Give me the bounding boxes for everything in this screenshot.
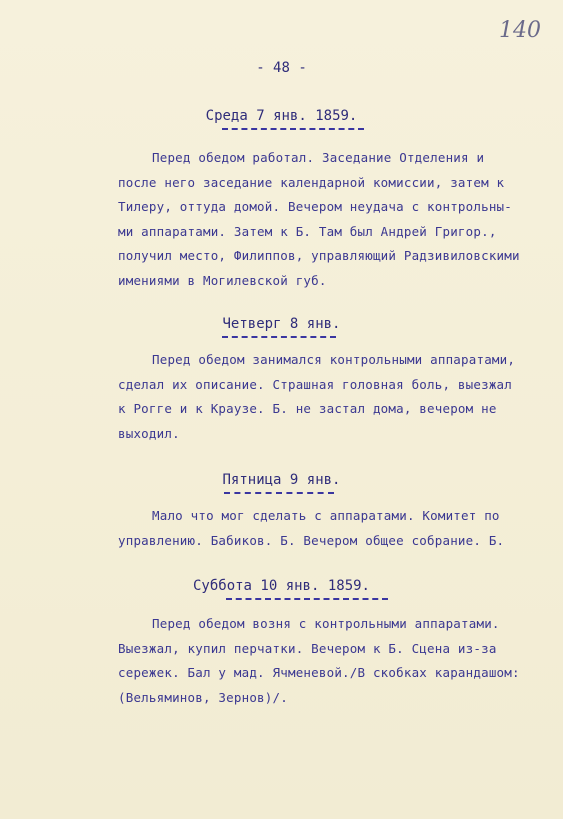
entry-text: Перед обедом работал. Заседание Отделения и после него заседание календарной комиссии, затем к Тилеру, оттуда домой. Вечером неудача с контрольны- ми аппаратами. Затем к Б. Там был Андрей Григор., получил место, Филиппов, управляющий Радзивиловскими имениями в Могилевской губ. (118, 150, 520, 288)
entry-heading: Среда 7 янв. 1859. (205, 108, 358, 124)
entry-text: Перед обедом занимался контрольными аппаратами, сделал их описание. Страшная головная боль, выезжал к Рогге и к Краузе. Б. не застал дома, вечером не выходил. (118, 352, 516, 441)
heading-underline (226, 598, 388, 600)
heading-underline (224, 492, 334, 494)
heading-underline (222, 128, 364, 130)
page-number: - 48 - (256, 60, 307, 76)
entry-text: Мало что мог сделать с аппаратами. Комитет по управлению. Бабиков. Б. Вечером общее собрание. Б. (118, 508, 505, 548)
archive-number: 140 (499, 18, 541, 43)
entry-heading: Четверг 8 янв. (222, 316, 341, 332)
entry-heading: Суббота 10 янв. 1859. (192, 578, 370, 594)
entry-text: Перед обедом возня с контрольными аппаратами. Выезжал, купил перчатки. Вечером к Б. Сцена из-за сережек. Бал у мад. Ячменевой./В скобках карандашом: (Вельяминов, Зернов)/. (118, 616, 520, 705)
entry-heading: Пятница 9 янв. (222, 472, 341, 488)
heading-underline (222, 336, 336, 338)
